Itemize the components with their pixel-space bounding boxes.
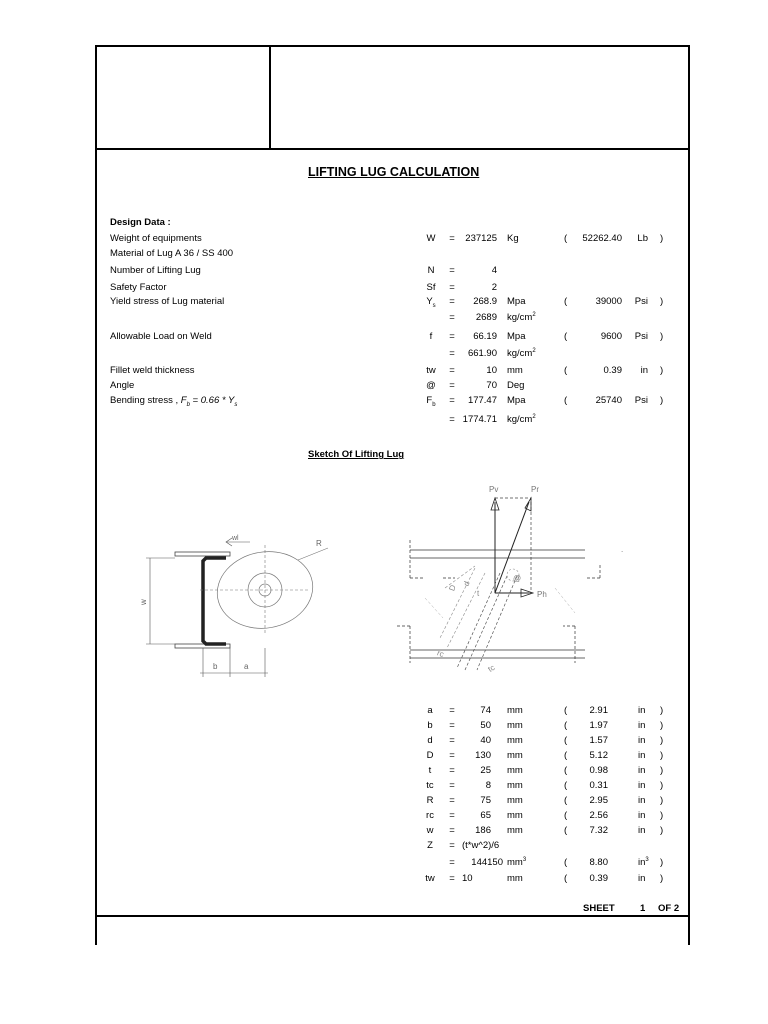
- row-label: Allowable Load on Weld: [110, 331, 212, 342]
- z-value: 144150: [471, 857, 503, 868]
- label-wl: wl: [232, 535, 239, 542]
- label-Ph: Ph: [537, 590, 547, 599]
- row-unit: $kg/cm^2$: [507, 413, 536, 425]
- sheet-total: OF 2: [658, 903, 680, 914]
- dim-row-value-imperial: 0.31: [589, 780, 608, 791]
- row-unit: Mpa: [507, 331, 526, 342]
- dim-row-value-imperial: 5.12: [589, 750, 608, 761]
- dim-row-value: 130: [475, 750, 491, 761]
- row-paren-close: ): [660, 365, 664, 376]
- row-paren-close: ): [660, 296, 664, 307]
- dim-row-equals: =: [449, 780, 455, 791]
- force-pr: [495, 502, 529, 593]
- label-w: w: [139, 599, 148, 605]
- dim-row-value-imperial: 2.56: [589, 810, 608, 821]
- dim-row-paren-close: ): [660, 765, 664, 776]
- z-equals: =: [449, 840, 455, 851]
- row-value: 661.90: [467, 348, 497, 359]
- row-equals: =: [449, 265, 455, 276]
- row-equals: =: [449, 395, 455, 406]
- row-symbol: @: [426, 380, 436, 391]
- bending-formula: $F_b = 0.66 * Y_s$: [180, 395, 238, 408]
- label-b: b: [213, 662, 218, 671]
- label-Pv: Pv: [489, 485, 499, 494]
- row-unit: Kg: [507, 233, 519, 244]
- row-value: 1774.71: [462, 414, 497, 425]
- row-symbol: W: [426, 233, 436, 244]
- row-value-imperial: 39000: [595, 296, 622, 307]
- dim-row-paren-open: (: [564, 825, 568, 836]
- label-rc: rc: [435, 648, 446, 660]
- header-divider-vertical: [269, 45, 271, 149]
- row-symbol: f: [429, 331, 433, 342]
- dim-row-paren-close: ): [660, 780, 664, 791]
- row-label: Number of Lifting Lug: [110, 265, 201, 276]
- row-paren-open: (: [564, 296, 568, 307]
- row-label: Weight of equipments: [110, 233, 202, 244]
- row-equals: =: [449, 312, 455, 323]
- label-at: @: [513, 574, 522, 583]
- dim-row-symbol: a: [427, 705, 433, 716]
- page-title: LIFTING LUG CALCULATION: [308, 165, 480, 179]
- dim-row-value: 75: [480, 795, 491, 806]
- sheet-label: SHEET: [583, 903, 615, 914]
- dim-row-equals: =: [449, 810, 455, 821]
- row-value-imperial: 52262.40: [582, 233, 622, 244]
- dim-row-value: 186: [475, 825, 491, 836]
- row-paren-close: ): [660, 233, 664, 244]
- label-t: t: [477, 589, 480, 598]
- tw-value: 10: [462, 873, 473, 884]
- dim-row-value: 50: [480, 720, 491, 731]
- row-label: Angle: [110, 380, 135, 391]
- row-unit-imperial: Psi: [634, 395, 648, 406]
- dim-row-paren-open: (: [564, 810, 568, 821]
- dim-row-paren-open: (: [564, 795, 568, 806]
- dim-row-paren-close: ): [660, 825, 664, 836]
- row-paren-open: (: [564, 365, 568, 376]
- dim-row-value-imperial: 1.57: [589, 735, 608, 746]
- dim-row-equals: =: [449, 765, 455, 776]
- dim-row-value: 74: [480, 705, 491, 716]
- tw-equals: =: [449, 873, 455, 884]
- row-unit-imperial: Psi: [634, 331, 648, 342]
- dim-row-value: 40: [480, 735, 491, 746]
- dim-row-paren-close: ): [660, 720, 664, 731]
- dim-row-paren-open: (: [564, 765, 568, 776]
- z-paren-open: (: [564, 857, 568, 868]
- row-value: 66.19: [473, 331, 497, 342]
- sketch-title: Sketch Of Lifting Lug: [308, 449, 405, 460]
- row-symbol: $F_b$: [426, 395, 436, 408]
- row-equals: =: [449, 380, 455, 391]
- row-value: 237125: [465, 233, 497, 244]
- dim-row-paren-close: ): [660, 705, 664, 716]
- row-label: Material of Lug A 36 / SS 400: [110, 248, 234, 259]
- row-symbol: Sf: [426, 282, 436, 293]
- tw-paren-open: (: [564, 873, 568, 884]
- dim-row-paren-close: ): [660, 750, 664, 761]
- dim-row-symbol: rc: [426, 810, 434, 821]
- row-equals: =: [449, 348, 455, 359]
- label-R: R: [316, 539, 322, 548]
- z-val-equals: =: [449, 857, 455, 868]
- dim-row-unit-imperial: in: [638, 780, 646, 791]
- row-value-imperial: 25740: [595, 395, 622, 406]
- dim-row-symbol: w: [426, 825, 434, 836]
- dim-row-unit-imperial: in: [638, 765, 646, 776]
- row-symbol: N: [427, 265, 435, 276]
- row-value: 2689: [475, 312, 497, 323]
- dim-row-unit-imperial: in: [638, 825, 646, 836]
- dim-row-paren-close: ): [660, 795, 664, 806]
- dim-row-unit-imperial: in: [638, 750, 646, 761]
- row-equals: =: [449, 331, 455, 342]
- row-paren-open: (: [564, 331, 568, 342]
- dim-row-value-imperial: 2.95: [589, 795, 608, 806]
- row-paren-open: (: [564, 395, 568, 406]
- dim-row-unit-imperial: in: [638, 795, 646, 806]
- sheet-number: 1: [640, 903, 646, 914]
- dim-row-symbol: b: [427, 720, 433, 731]
- lug-plan-sketch: [130, 520, 350, 685]
- row-unit: mm: [507, 365, 523, 376]
- row-paren-close: ): [660, 331, 664, 342]
- dim-row-unit: mm: [507, 825, 523, 836]
- dim-row-symbol: t: [428, 765, 432, 776]
- dim-row-equals: =: [449, 720, 455, 731]
- tw-unit: mm: [507, 873, 523, 884]
- dim-row-symbol: D: [426, 750, 434, 761]
- dim-row-value-imperial: 7.32: [589, 825, 608, 836]
- dim-row-paren-open: (: [564, 705, 568, 716]
- row-unit: Mpa: [507, 395, 526, 406]
- row-unit: Deg: [507, 380, 525, 391]
- dim-row-unit: mm: [507, 780, 523, 791]
- dim-row-unit: mm: [507, 720, 523, 731]
- row-value: 2: [491, 282, 497, 293]
- row-unit: Mpa: [507, 296, 526, 307]
- lug-elevation-sketch: [395, 478, 635, 678]
- label-dot: .: [621, 545, 624, 554]
- dim-row-paren-open: (: [564, 735, 568, 746]
- label-d: d: [461, 579, 472, 588]
- dim-row-unit-imperial: in: [638, 705, 646, 716]
- dim-row-value: 25: [480, 765, 491, 776]
- dim-row-equals: =: [449, 735, 455, 746]
- label-a: a: [244, 662, 249, 671]
- row-equals: =: [449, 282, 455, 293]
- tw-symbol: tw: [425, 873, 435, 884]
- row-value: 4: [491, 265, 497, 276]
- dim-row-value-imperial: 2.91: [589, 705, 608, 716]
- z-unit: $mm^3$: [507, 856, 527, 868]
- dim-row-equals: =: [449, 795, 455, 806]
- row-value: 10: [486, 365, 497, 376]
- dim-row-paren-close: ): [660, 735, 664, 746]
- z-unit-imperial: $in^3$: [638, 856, 649, 868]
- dim-row-value: 65: [480, 810, 491, 821]
- row-value: 177.47: [467, 395, 497, 406]
- row-label: Bending stress , $F_b = 0.66 * Y_s$: [110, 395, 238, 408]
- tw-value-imperial: 0.39: [589, 873, 608, 884]
- row-label: Safety Factor: [110, 282, 167, 293]
- dim-row-value-imperial: 0.98: [589, 765, 608, 776]
- dim-row-equals: =: [449, 825, 455, 836]
- dim-row-symbol: tc: [426, 780, 434, 791]
- row-equals: =: [449, 233, 455, 244]
- z-formula: (t*w^2)/6: [462, 840, 500, 851]
- dim-row-unit: mm: [507, 750, 523, 761]
- row-label: Yield stress of Lug material: [110, 296, 225, 307]
- row-value-imperial: 9600: [600, 331, 622, 342]
- row-unit-imperial: Lb: [637, 233, 648, 244]
- dim-row-equals: =: [449, 705, 455, 716]
- header-bottom-rule: [95, 148, 690, 150]
- row-unit: $kg/cm^2$: [507, 311, 536, 323]
- dim-row-unit-imperial: in: [638, 735, 646, 746]
- dim-row-unit: mm: [507, 810, 523, 821]
- row-value-imperial: 0.39: [603, 365, 622, 376]
- label-Pr: Pr: [531, 485, 539, 494]
- dim-row-unit: mm: [507, 705, 523, 716]
- row-unit-imperial: in: [640, 365, 648, 376]
- row-value: 268.9: [473, 296, 497, 307]
- row-paren-close: ): [660, 395, 664, 406]
- row-equals: =: [449, 365, 455, 376]
- dim-row-value-imperial: 1.97: [589, 720, 608, 731]
- row-symbol: $Y_s$: [426, 296, 436, 309]
- row-equals: =: [449, 296, 455, 307]
- tw-unit-imperial: in: [638, 873, 646, 884]
- z-symbol: Z: [427, 840, 433, 851]
- dim-row-unit-imperial: in: [638, 810, 646, 821]
- dim-row-paren-open: (: [564, 720, 568, 731]
- design-data-heading: Design Data :: [110, 217, 171, 228]
- dim-row-symbol: d: [427, 735, 433, 746]
- footer-top-rule: [95, 915, 690, 917]
- dim-row-paren-close: ): [660, 810, 664, 821]
- top-flange: [175, 552, 230, 556]
- row-unit-imperial: Psi: [634, 296, 648, 307]
- dim-row-equals: =: [449, 750, 455, 761]
- dim-row-paren-open: (: [564, 780, 568, 791]
- label-D: D: [447, 583, 458, 593]
- row-label: Fillet weld thickness: [110, 365, 195, 376]
- dim-row-symbol: R: [426, 795, 434, 806]
- row-value: 70: [486, 380, 497, 391]
- row-symbol: tw: [426, 365, 436, 376]
- dim-row-unit: mm: [507, 765, 523, 776]
- row-equals: =: [449, 414, 455, 425]
- z-paren-close: ): [660, 857, 664, 868]
- row-unit: $kg/cm^2$: [507, 347, 536, 359]
- label-tc: tc: [486, 662, 497, 674]
- dim-row-unit-imperial: in: [638, 720, 646, 731]
- dim-row-unit: mm: [507, 735, 523, 746]
- z-value-imperial: 8.80: [589, 857, 608, 868]
- row-paren-open: (: [564, 233, 568, 244]
- dim-row-value: 8: [485, 780, 491, 791]
- tw-paren-close: ): [660, 873, 664, 884]
- dim-row-unit: mm: [507, 795, 523, 806]
- dim-row-paren-open: (: [564, 750, 568, 761]
- lug-plate: [203, 558, 226, 644]
